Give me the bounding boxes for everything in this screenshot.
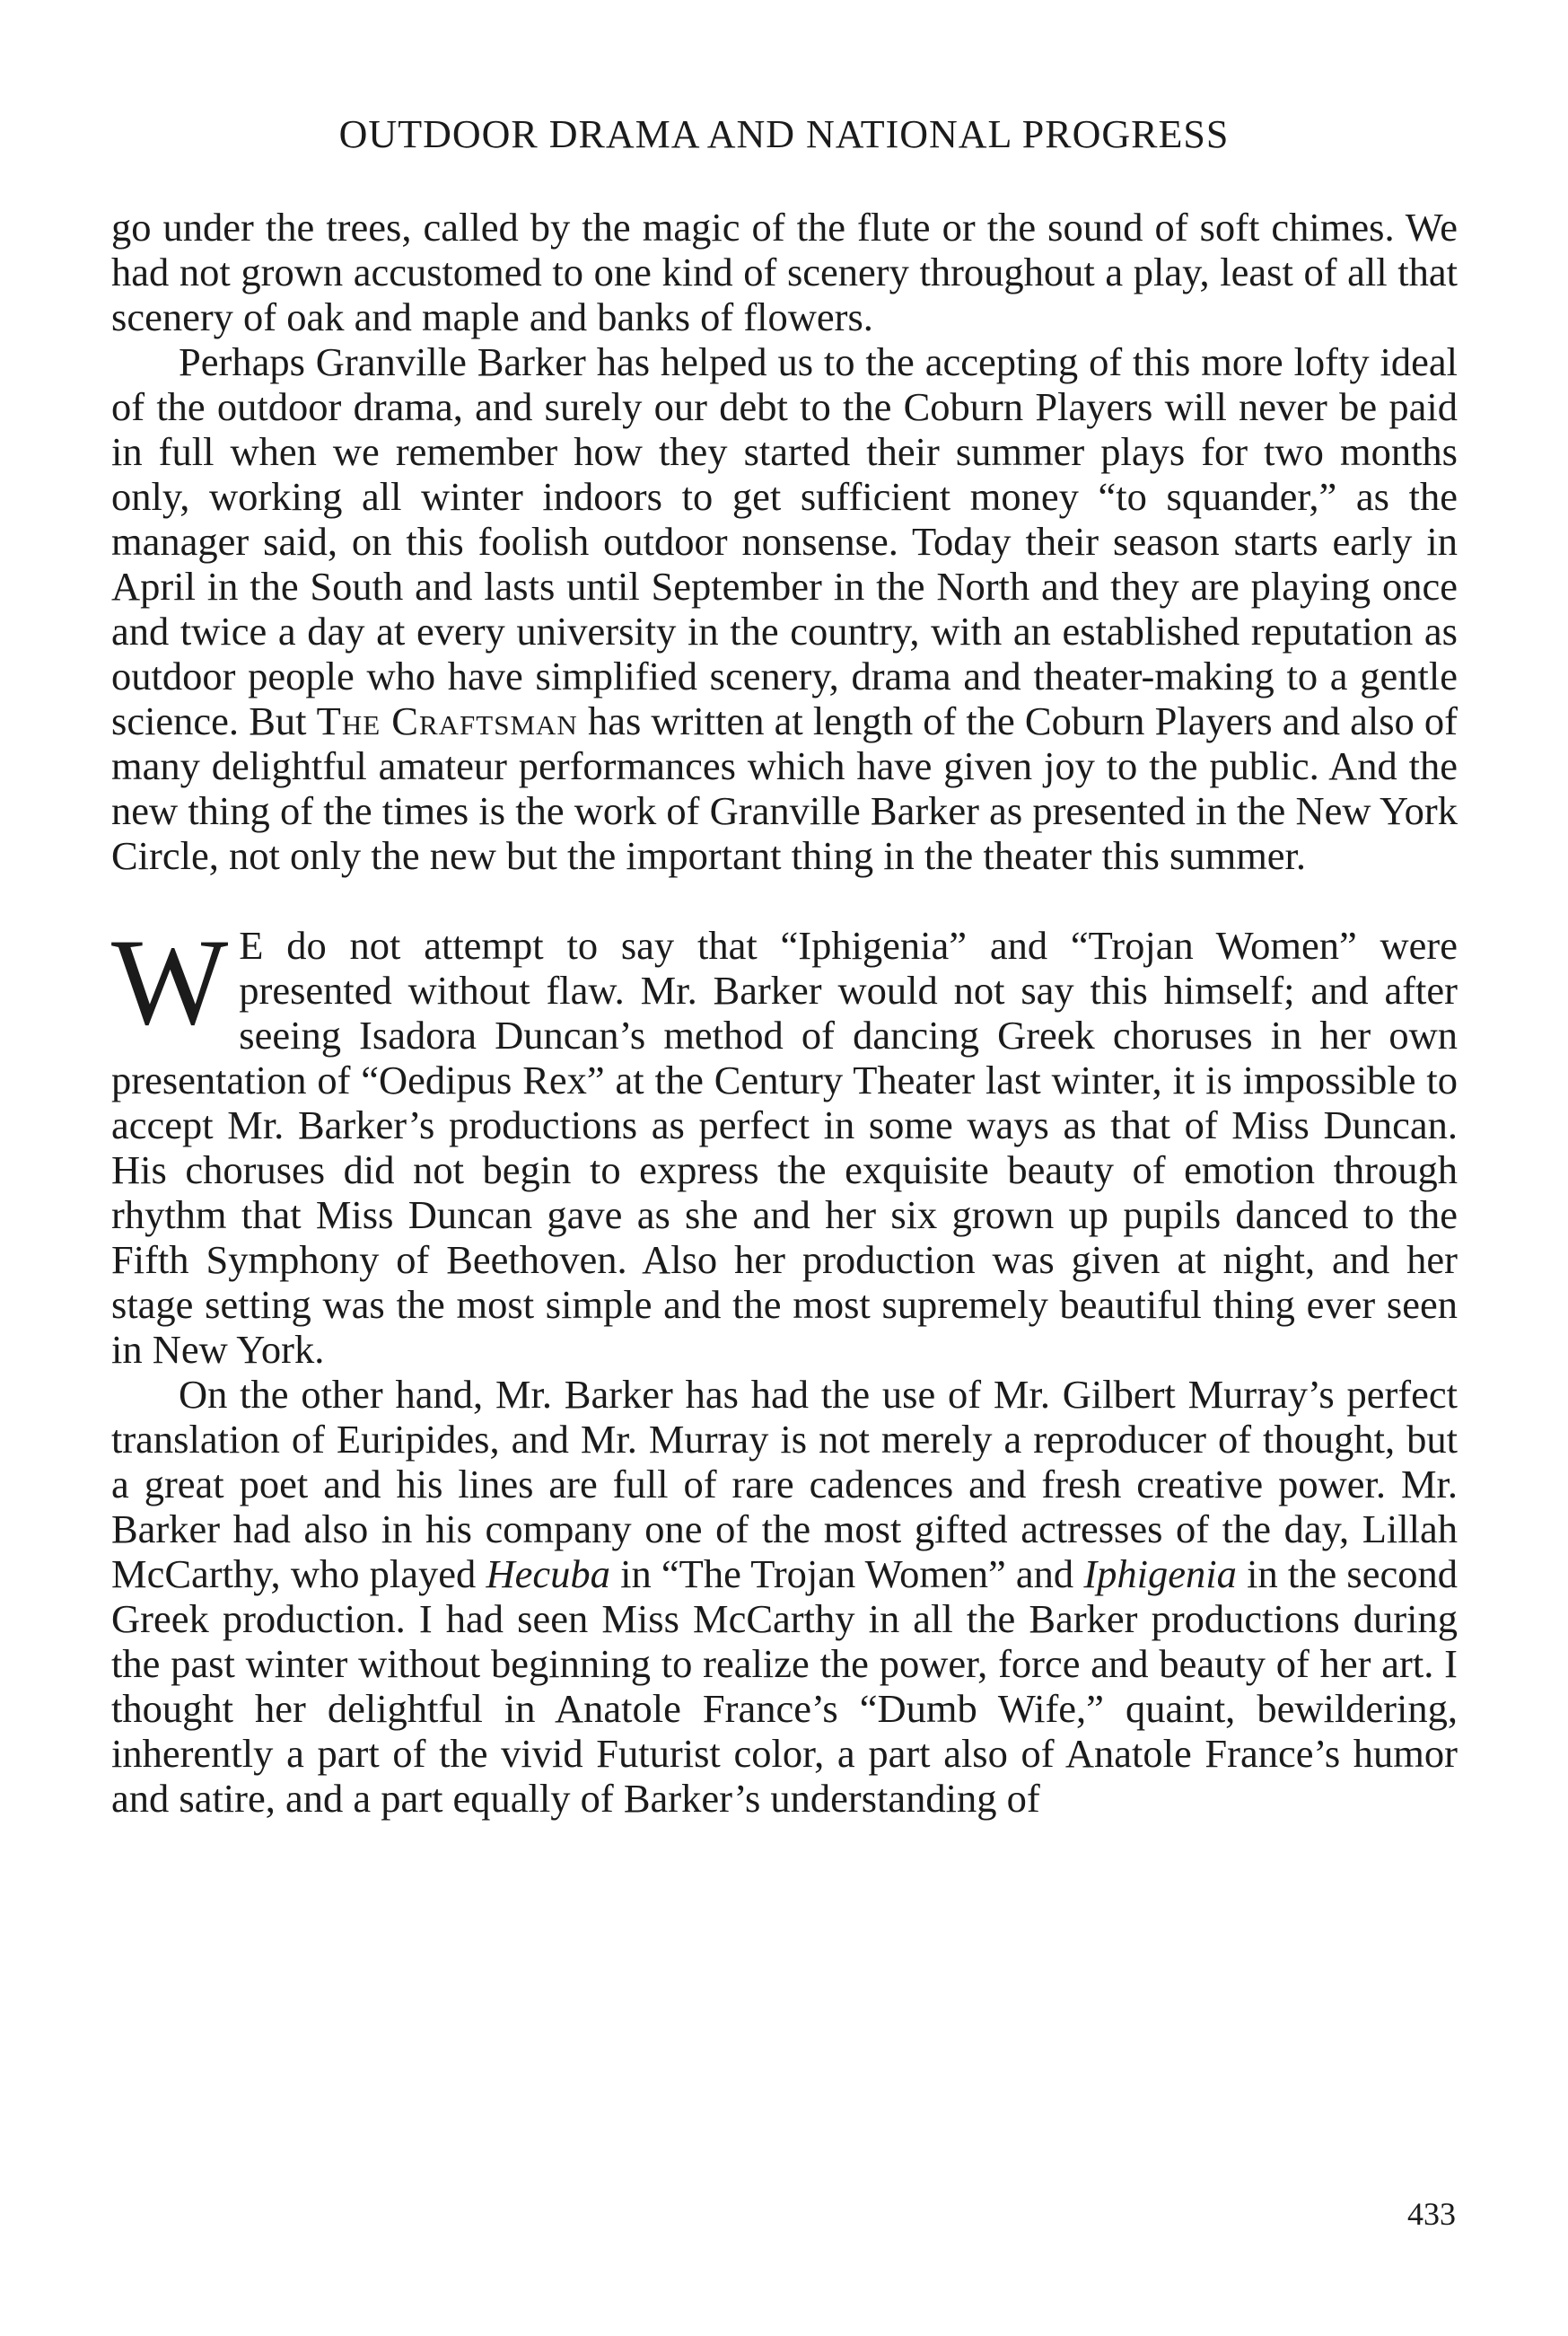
- paragraph-2-text-b: has written at length of the Coburn Players and also of many delightful amateur performances which have given joy to the public. And the new thing of the times is the work of Granville Barker as presented in the New York Circle, not only the new but the important thing in the theater this summer.: [111, 698, 1458, 878]
- paragraph-3: [111, 913, 1458, 1372]
- running-title: OUTDOOR DRAMA AND NATIONAL PROGRESS: [338, 112, 1230, 156]
- paragraph-2-text-a: Perhaps Granville Barker has helped us to the accepting of this more lofty ideal of the outdoor drama, and surely our debt to the Coburn Players will never be paid in full when we remember how they started their summer plays for two months only, working all winter indoors to get sufficient money “to squander,” as the manager said, on this foolish outdoor nonsense. Today their season starts early in April in the South and lasts until September in the North and they are playing once and twice a day at every university in the country, with an established reputation as outdoor people who have simplified scenery, drama and theater-making to a gentle science. But: [111, 339, 1458, 743]
- paragraph-2: [111, 339, 1458, 878]
- paragraph-4-text-b: in “The Trojan Women” and: [609, 1551, 1084, 1596]
- drop-cap-letter: W: [111, 913, 229, 1050]
- paragraph-1: go under the trees, called by the magic of the flute or the sound of soft chimes. We had not grown accustomed to one kind of scenery throughout a play, least of all that scenery of oak and maple and banks of flowers.: [111, 205, 1458, 339]
- paragraph-4-text-a: On the other hand, Mr. Barker has had the use of Mr. Gilbert Murray’s perfect translation of Euripides, and Mr. Murray is not merely a reproducer of thought, but a great poet and his lines are full of rare cadences and fresh creative power. Mr. Barker had also in his company one of the most gifted actresses of the day, Lillah McCarthy, who played: [111, 1372, 1458, 1596]
- article-body: [111, 205, 1458, 1821]
- italic-title-iphigenia: Iphigenia: [1083, 1551, 1237, 1596]
- paragraph-4: [111, 1372, 1458, 1821]
- italic-title-hecuba: Hecuba: [486, 1551, 610, 1596]
- paragraph-4-text-c: in the second Greek production. I had seen Miss McCarthy in all the Barker productions during the past winter without beginning to realize the power, force and beauty of her art. I thought her delightful in Anatole France’s “Dumb Wife,” quaint, bewildering, inherently a part of the vivid Futurist color, a part also of Anatole France’s humor and satire, and a part equally of Barker’s understanding of: [111, 1551, 1459, 1821]
- magazine-name: The Craftsman: [316, 698, 578, 743]
- paragraph-3-text: E do not attempt to say that “Iphigenia” and “Trojan Women” were presented without flaw. Mr. Barker would not say this himself; and after seeing Isadora Duncan’s method of dancing Greek choruses in her own presentation of “Oedipus Rex” at the Century Theater last winter, it is impossible to accept Mr. Barker’s productions as perfect in some ways as that of Miss Duncan. His choruses did not begin to express the exquisite beauty of emotion through rhythm that Miss Duncan gave as she and her six grown up pupils danced to the Fifth Symphony of Beethoven. Also her production was given at night, and her stage setting was the most simple and the most supremely beautiful thing ever seen in New York.: [111, 923, 1458, 1372]
- page-number: 433: [1407, 2196, 1456, 2232]
